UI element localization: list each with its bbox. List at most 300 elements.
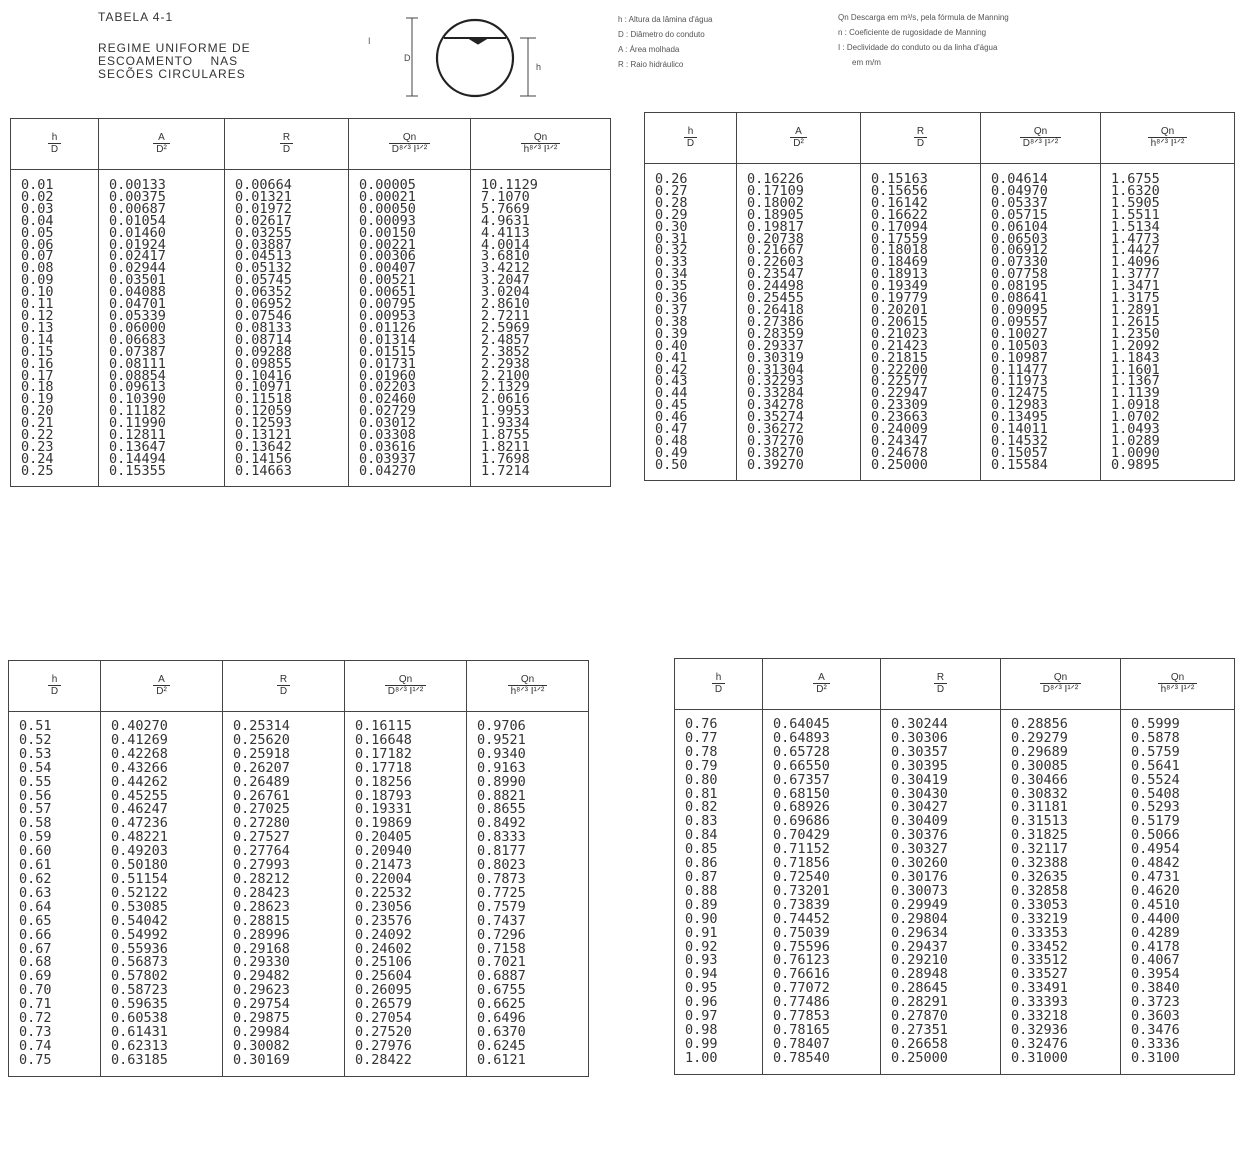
column-header-qn-over-h83-i12 [1101,113,1235,164]
table-cell: 0.46247 [111,801,168,818]
table-cell: 0.78407 [773,1035,830,1052]
table-cell: 0.30427 [891,799,948,816]
table-cell: 0.07387 [109,343,166,360]
table-cell: 0.03616 [359,438,416,455]
fraction-denominator: D [50,144,59,155]
table-cell: 0.29210 [891,952,948,969]
table-cell: 0.65 [19,912,52,929]
fraction-label [914,126,927,149]
table-cell: 0.16622 [871,206,928,223]
table-cell: 0.11973 [991,373,1048,390]
table-cell: 1.0493 [1111,421,1160,438]
table-cell: 3.6810 [481,248,530,265]
fraction-numerator: A [153,132,170,144]
table-cell: 0.14663 [235,462,292,479]
table-cell: 0.18793 [355,787,412,804]
table-cell: 0.68926 [773,799,830,816]
table-cell: 0.4731 [1131,868,1180,885]
table-cell: 0.16142 [871,194,928,211]
table-cell: 0.58 [19,815,52,832]
table-cell: 0.30327 [891,841,948,858]
table-cell: 0.16226 [747,171,804,187]
table-cell: 0.24009 [871,421,928,438]
table-cell: 0.3603 [1131,1008,1180,1025]
table-cell: 0.01515 [359,343,416,360]
table-cell: 0.7437 [477,912,526,929]
table-cell: 0.8177 [477,843,526,860]
table-cell: 0.39270 [747,456,804,473]
table-cell: 0.17109 [747,182,804,199]
table-cell: 1.5905 [1111,194,1160,211]
data-table-3 [8,660,589,1077]
column-header-qn-over-d83-i12 [349,119,471,170]
table-cell: 0.09095 [991,301,1048,318]
table-cell: 0.73839 [773,896,830,913]
column-values-r-over-d [225,170,349,487]
legend-item: n : Coeficiente de rugosidade de Manning [838,28,987,37]
fraction-label [934,672,947,695]
table-cell: 0.15656 [871,182,928,199]
table-cell: 0.25455 [747,290,804,307]
table-cell: 0.74452 [773,910,830,927]
table-cell: 0.15057 [991,444,1048,461]
table-cell: 0.78540 [773,1049,830,1066]
table-cell: 0.00375 [109,188,166,205]
table-cell: 0.27054 [355,1010,412,1027]
fraction-numerator: Qn [1148,126,1188,138]
fraction-numerator: h [684,126,697,138]
table-cell: 0.04513 [235,248,292,265]
table-cell: 0.83 [685,813,718,830]
table-cell: 1.8211 [481,438,530,455]
table-cell: 0.26579 [355,996,412,1013]
table-cell: 0.28856 [1011,716,1068,732]
fraction-numerator: R [934,672,947,684]
table-cell: 0.77486 [773,994,830,1011]
table-cell: 0.22577 [871,373,928,390]
table-cell: 0.10987 [991,349,1048,366]
table-cell: 0.72 [19,1010,52,1027]
table-cell: 0.5641 [1131,757,1180,774]
column-values-h-over-d [9,712,101,1077]
table-cell: 0.96 [685,994,718,1011]
column-header-h-over-d [645,113,737,164]
table-cell: 0.22 [21,427,54,444]
table-cell: 0.29875 [233,1010,290,1027]
fraction-numerator: Qn [1158,672,1198,684]
table-cell: 0.58723 [111,982,168,999]
table-cell: 0.27351 [891,1021,948,1038]
table-cell: 0.02944 [109,260,166,277]
table-cell: 0.02460 [359,391,416,408]
table-cell: 0.24092 [355,926,412,943]
table-cell: 0.69686 [773,813,830,830]
table-cell: 0.59635 [111,996,168,1013]
fraction-label [48,132,61,155]
column-header-qn-over-d83-i12 [345,661,467,712]
table-cell: 4.4113 [481,224,530,241]
table-cell: 0.32293 [747,373,804,390]
table-cell: 0.32 [655,242,688,259]
table-cell: 0.84 [685,827,718,844]
legend-item: h : Altura da lâmina d'água [618,15,713,24]
table-cell: 0.02 [21,188,54,205]
table-cell: 0.05132 [235,260,292,277]
table-cell: 0.50180 [111,857,168,874]
table-cell: 0.15584 [991,456,1048,473]
fraction-label [508,674,548,697]
table-cell: 0.33512 [1011,952,1068,969]
table-cell: 0.28212 [233,870,290,887]
table-cell: 0.03501 [109,272,166,289]
table-cell: 0.63185 [111,1051,168,1068]
table-cell: 0.37 [655,301,688,318]
table-cell: 0.55936 [111,940,168,957]
column-header-a-over-d2 [101,661,223,712]
fraction-denominator: h⁸ᐟ³ I¹ᐟ² [1150,138,1185,149]
table-cell: 0.6245 [477,1037,526,1054]
table-cell: 0.01 [21,177,54,193]
table-cell: 0.5408 [1131,785,1180,802]
table-cell: 0.25 [21,462,54,479]
column-header-h-over-d [9,661,101,712]
table-cell: 0.48221 [111,829,168,846]
table-cell: 1.8755 [481,427,530,444]
table-cell: 0.5524 [1131,771,1180,788]
table-cell: 0.29330 [233,954,290,971]
fraction-label [1148,126,1188,149]
table-cell: 1.1139 [1111,385,1160,402]
table-cell: 0.22200 [871,361,928,378]
table-cell: 0.07330 [991,254,1048,271]
table-cell: 0.15355 [109,462,166,479]
table-cell: 0.25604 [355,968,412,985]
table-cell: 0.4510 [1131,896,1180,913]
table-cell: 0.51154 [111,870,168,887]
table-cell: 1.0918 [1111,397,1160,414]
table-cell: 0.29984 [233,1023,290,1040]
table-cell: 0.25000 [891,1049,948,1066]
table-cell: 0.00953 [359,307,416,324]
fraction-label [813,672,830,695]
table-cell: 0.53085 [111,898,168,915]
table-cell: 0.01054 [109,212,166,229]
table-cell: 0.53 [19,745,52,762]
table-cell: 0.22532 [355,884,412,901]
table-cell: 0.13 [21,319,54,336]
table-cell: 0.18 [21,379,54,396]
table-cell: 0.93 [685,952,718,969]
fraction-denominator: D² [816,684,827,695]
table-cell: 0.95 [685,980,718,997]
table-cell: 0.02617 [235,212,292,229]
fraction-denominator: D⁸ᐟ³ I¹ᐟ² [1042,684,1079,695]
column-values-qn-over-h83-i12 [467,712,589,1077]
table-cell: 0.87 [685,868,718,885]
table-cell: 0.76616 [773,966,830,983]
fraction-denominator: h⁸ᐟ³ I¹ᐟ² [1160,684,1195,695]
subtitle-line: REGIME UNIFORME DE [98,41,251,55]
table-cell: 0.04270 [359,462,416,479]
table-cell: 0.00133 [109,177,166,193]
table-cell: 2.5969 [481,319,530,336]
diagram-label-h: h [536,62,542,72]
table-cell: 1.7214 [481,462,530,479]
table-cell: 0.76123 [773,952,830,969]
table-cell: 0.02729 [359,403,416,420]
table-cell: 1.4427 [1111,242,1160,259]
table-cell: 0.33491 [1011,980,1068,997]
table-cell: 0.23663 [871,409,928,426]
table-cell: 0.55 [19,773,52,790]
table-cell: 0.9895 [1111,456,1160,473]
table-cell: 0.18256 [355,773,412,790]
column-header-a-over-d2 [737,113,861,164]
table-cell: 0.21023 [871,325,928,342]
table-cell: 0.06503 [991,230,1048,247]
column-header-r-over-d [225,119,349,170]
table-cell: 0.04970 [991,182,1048,199]
table-cell: 2.2938 [481,355,530,372]
table-cell: 0.19779 [871,290,928,307]
table-cell: 0.12059 [235,403,292,420]
table-cell: 0.23309 [871,397,928,414]
table-cell: 0.33452 [1011,938,1068,955]
table-cell: 0.6887 [477,968,526,985]
fraction-denominator: D [282,144,291,155]
table-cell: 0.04088 [109,284,166,301]
fraction-numerator: A [813,672,830,684]
table-cell: 0.00306 [359,248,416,265]
fraction-label [684,126,697,149]
table-cell: 0.33353 [1011,924,1068,941]
fraction-label [153,132,170,155]
table-cell: 0.37270 [747,432,804,449]
table-cell: 0.17094 [871,218,928,235]
table-cell: 2.7211 [481,307,530,324]
column-header-qn-over-d83-i12 [1001,659,1121,710]
table-cell: 0.24347 [871,432,928,449]
fraction-numerator: A [153,674,170,686]
table-cell: 0.29804 [891,910,948,927]
table-cell: 0.98 [685,1021,718,1038]
table-cell: 0.4178 [1131,938,1180,955]
table-cell: 0.24 [21,450,54,467]
table-cell: 0.33053 [1011,896,1068,913]
table-cell: 0.29437 [891,938,948,955]
table-cell: 0.49 [655,444,688,461]
column-header-h-over-d [11,119,99,170]
table-cell: 0.18002 [747,194,804,211]
table-cell: 0.45255 [111,787,168,804]
table-cell: 0.34278 [747,397,804,414]
table-cell: 0.48 [655,432,688,449]
table-cell: 0.78165 [773,1021,830,1038]
table-cell: 0.32635 [1011,868,1068,885]
table-cell: 0.21473 [355,857,412,874]
table-cell: 0.29634 [891,924,948,941]
fraction-label [790,126,807,149]
table-cell: 0.66 [19,926,52,943]
table-cell: 0.02417 [109,248,166,265]
table-cell: 0.29482 [233,968,290,985]
table-cell: 0.64 [19,898,52,915]
table-cell: 0.21 [21,415,54,432]
column-values-qn-over-d83-i12 [345,712,467,1077]
table-cell: 0.06952 [235,296,292,313]
column-header-qn-over-d83-i12 [981,113,1101,164]
table-cell: 0.04701 [109,296,166,313]
table-cell: 0.07 [21,248,54,265]
table-cell: 0.45 [655,397,688,414]
table-cell: 0.05337 [991,194,1048,211]
table-cell: 0.00021 [359,188,416,205]
table-cell: 0.26095 [355,982,412,999]
table-cell: 0.19869 [355,815,412,832]
table-cell: 0.3476 [1131,1021,1180,1038]
fraction-numerator: Qn [1040,672,1081,684]
fraction-denominator: D [936,684,945,695]
table-cell: 0.11182 [109,403,166,420]
table-cell: 0.63 [19,884,52,901]
table-cell: 0.30395 [891,757,948,774]
table-cell: 0.39 [655,325,688,342]
table-cell: 0.31304 [747,361,804,378]
table-cell: 0.28815 [233,912,290,929]
table-cell: 3.4212 [481,260,530,277]
table-cell: 2.4857 [481,331,530,348]
table-cell: 0.25918 [233,745,290,762]
table-cell: 0.32476 [1011,1035,1068,1052]
table-cell: 0.08195 [991,278,1048,295]
table-cell: 0.33218 [1011,1008,1068,1025]
fraction-numerator: Qn [389,132,430,144]
table-cell: 1.2891 [1111,301,1160,318]
table-cell: 0.30306 [891,729,948,746]
table-cell: 0.26658 [891,1035,948,1052]
table-cell: 0.56 [19,787,52,804]
table-cell: 0.33284 [747,385,804,402]
table-cell: 1.6755 [1111,171,1160,187]
table-cell: 0.41269 [111,731,168,748]
table-cell: 0.91 [685,924,718,941]
table-cell: 0.75 [19,1051,52,1068]
table-cell: 0.36 [655,290,688,307]
table-cell: 0.12593 [235,415,292,432]
table-cell: 0.7158 [477,940,526,957]
table-cell: 0.77853 [773,1008,830,1025]
legend-item: I : Declividade do conduto ou da linha d'água [838,43,998,52]
table-cell: 0.19331 [355,801,412,818]
table-cell: 0.20 [21,403,54,420]
table-cell: 0.09613 [109,379,166,396]
table-cell: 0.43266 [111,759,168,776]
table-cell: 0.52122 [111,884,168,901]
table-cell: 0.40270 [111,718,168,734]
column-values-h-over-d [11,170,99,487]
table-cell: 0.54042 [111,912,168,929]
table-cell: 2.3852 [481,343,530,360]
fraction-numerator: Qn [508,674,548,686]
table-cell: 0.14011 [991,421,1048,438]
table-cell: 1.9953 [481,403,530,420]
table-cell: 7.1070 [481,188,530,205]
table-cell: 0.16115 [355,718,412,734]
table-cell: 0.33 [655,254,688,271]
table-cell: 0.8333 [477,829,526,846]
fraction-label [1040,672,1081,695]
table-cell: 0.75596 [773,938,830,955]
table-cell: 0.8821 [477,787,526,804]
table-cell: 0.22004 [355,870,412,887]
table-cell: 0.77 [685,729,718,746]
symbol-legend-left [618,12,712,72]
table-cell: 0.23576 [355,912,412,929]
table-cell: 0.89 [685,896,718,913]
data-table-1 [10,118,611,487]
table-cell: 0.25106 [355,954,412,971]
table-cell: 0.10027 [991,325,1048,342]
table-cell: 0.08 [21,260,54,277]
table-cell: 2.2100 [481,367,530,384]
table-cell: 0.23056 [355,898,412,915]
subtitle-line: ESCOAMENTO NAS [98,54,239,68]
column-header-r-over-d [861,113,981,164]
fraction-label [1020,126,1061,149]
table-cell: 0.30169 [233,1051,290,1068]
table-cell: 0.05 [21,224,54,241]
fraction-label [385,674,426,697]
table-cell: 1.1601 [1111,361,1160,378]
table-cell: 0.3840 [1131,980,1180,997]
table-cell: 3.0204 [481,284,530,301]
table-cell: 0.31000 [1011,1049,1068,1066]
table-cell: 0.26 [655,171,688,187]
table-cell: 0.30409 [891,813,948,830]
fraction-denominator: D⁸ᐟ³ I¹ᐟ² [1022,138,1059,149]
fraction-label [389,132,430,155]
table-cell: 0.69 [19,968,52,985]
table-cell: 0.9521 [477,731,526,748]
table-cell: 1.6320 [1111,182,1160,199]
table-cell: 0.01731 [359,355,416,372]
table-cell: 0.06912 [991,242,1048,259]
table-cell: 0.78 [685,743,718,760]
table-cell: 0.30466 [1011,771,1068,788]
table-cell: 0.08111 [109,355,166,372]
table-cell: 0.27527 [233,829,290,846]
table-cell: 1.1367 [1111,373,1160,390]
table-cell: 0.6370 [477,1023,526,1040]
table-cell: 0.7579 [477,898,526,915]
column-header-a-over-d2 [763,659,881,710]
table-cell: 0.6121 [477,1051,526,1068]
table-cell: 0.71 [19,996,52,1013]
table-cell: 0.30430 [891,785,948,802]
table-cell: 2.1329 [481,379,530,396]
table-cell: 0.30319 [747,349,804,366]
table-cell: 0.29168 [233,940,290,957]
diagram-label-i: I [368,36,371,46]
table-cell: 0.31825 [1011,827,1068,844]
table-cell: 0.08854 [109,367,166,384]
table-cell: 1.5511 [1111,206,1160,223]
table-cell: 0.20201 [871,301,928,318]
column-values-qn-over-d83-i12 [349,170,471,487]
table-cell: 0.21815 [871,349,928,366]
table-cell: 3.2047 [481,272,530,289]
table-cell: 0.31181 [1011,799,1068,816]
